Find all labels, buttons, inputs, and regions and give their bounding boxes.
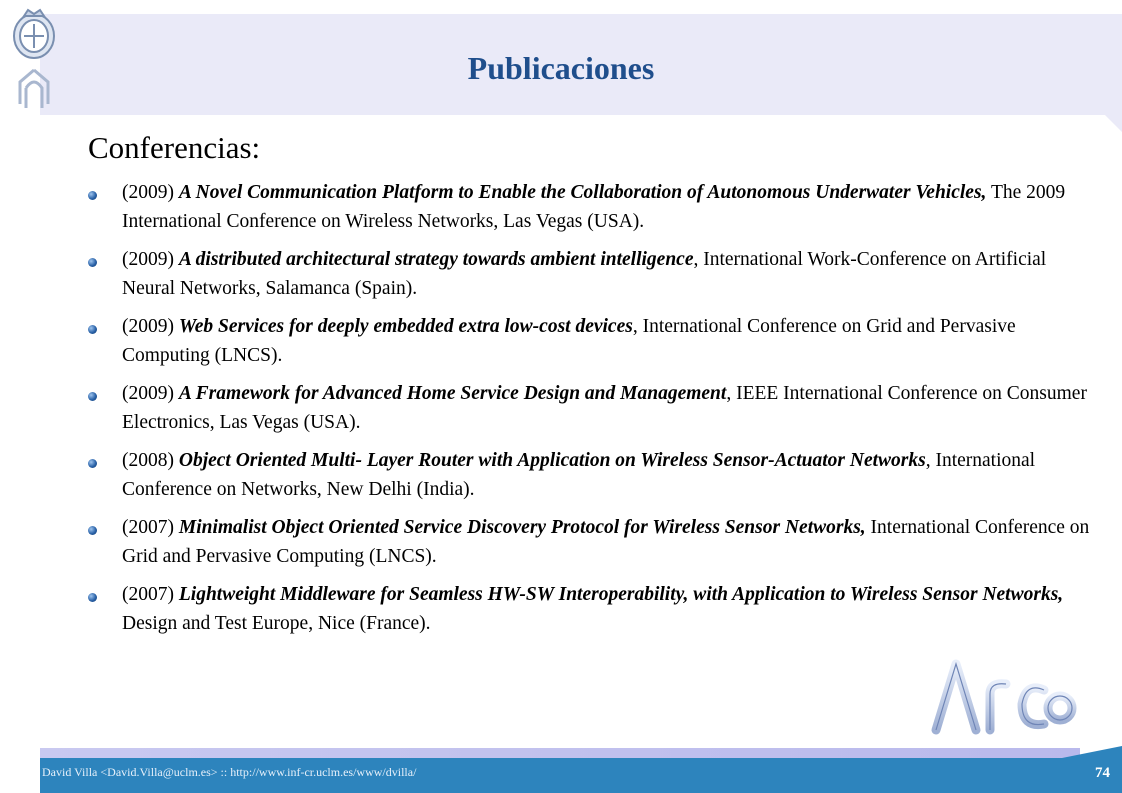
pub-title: Lightweight Middleware for Seamless HW-SW Interoperability, with Application to Wireless Sensor Networks, [178, 584, 1064, 605]
pub-venue: , International Conference on Networks, New Delhi (India). [122, 450, 1036, 500]
pub-title: Object Oriented Multi- Layer Router with Application on Wireless Sensor-Actuator Networks [178, 450, 926, 471]
pub-venue: , International Work-Conference on Artificial Neural Networks, Salamanca (Spain). [122, 249, 1047, 299]
pub-venue: International Conference on Grid and Pervasive Computing (LNCS). [122, 517, 1090, 567]
bullet-icon [88, 258, 97, 267]
pub-venue: , IEEE International Conference on Consumer Electronics, Las Vegas (USA). [122, 383, 1087, 433]
list-item [88, 513, 1098, 571]
pub-title: Web Services for deeply embedded extra low-cost devices [178, 316, 633, 337]
bullet-icon [88, 459, 97, 468]
list-item [88, 245, 1098, 303]
bullet-icon [88, 526, 97, 535]
section-heading: Conferencias: [88, 130, 261, 165]
pub-venue: The 2009 International Conference on Wireless Networks, Las Vegas (USA). [122, 182, 1066, 232]
pub-year: (2009) [122, 249, 179, 270]
pub-year: (2009) [122, 383, 179, 404]
page-title: Publicaciones [467, 50, 655, 86]
pub-title: A distributed architectural strategy towards ambient intelligence [178, 249, 694, 270]
pub-year: (2007) [122, 584, 179, 605]
list-item [88, 580, 1098, 638]
footer-wedge [1062, 746, 1122, 758]
bullet-icon [88, 593, 97, 602]
pub-venue: , International Conference on Grid and Pervasive Computing (LNCS). [122, 316, 1016, 366]
bullet-icon [88, 191, 97, 200]
pub-year: (2009) [122, 316, 179, 337]
list-item [88, 446, 1098, 504]
pub-title: Minimalist Object Oriented Service Discovery Protocol for Wireless Sensor Networks, [178, 517, 866, 538]
list-item [88, 312, 1098, 370]
pub-title: A Novel Communication Platform to Enable the Collaboration of Autonomous Underwater Vehicles, [178, 182, 987, 203]
publication-list [88, 178, 1098, 647]
list-item [88, 379, 1098, 437]
page-number: 74 [1095, 765, 1110, 781]
arco-logo-text: ArCo [926, 652, 929, 653]
pub-year: (2008) [122, 450, 179, 471]
bullet-icon [88, 325, 97, 334]
pub-title: A Framework for Advanced Home Service Design and Management [178, 383, 727, 404]
arco-logo-icon [926, 652, 1082, 736]
footer-author: David Villa <David.Villa@uclm.es> :: http://www.inf-cr.uclm.es/www/dvilla/ [42, 765, 417, 779]
footer-stripe [40, 748, 1080, 758]
list-item [88, 178, 1098, 236]
pub-venue: Design and Test Europe, Nice (France). [122, 613, 431, 634]
title-band-corner [1104, 114, 1122, 132]
pub-year: (2009) [122, 182, 179, 203]
pub-year: (2007) [122, 517, 179, 538]
bullet-icon [88, 392, 97, 401]
